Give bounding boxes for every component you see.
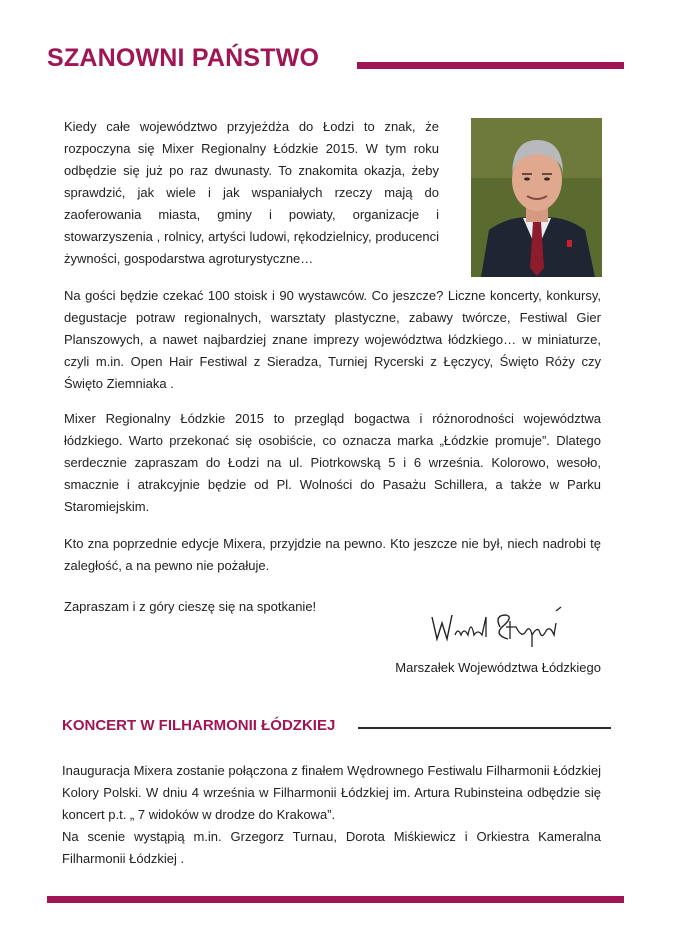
intro-paragraph-3: Mixer Regionalny Łódzkie 2015 to przegląd bogactwa i różnorodności województwa łódzkiego. Warto przekonać się osobiście, co oznacza marka „Łódzkie promuje”. Dlatego serdecznie zapraszam do Łodzi na ul. Piotrkowską 5 i 6 września. Kolorowo, wesoło, smacznie i atrakcyjnie będzie od Pl. Wolności do Pasażu Schillera, a także w Parku Staromiejskim. [64,411,601,514]
concert-paragraph-1: Inauguracja Mixera zostanie połączona z finałem Wędrownego Festiwalu Filharmonii Łódzkiej Kolory Polski. W dniu 4 września w Filharmonii Łódzkiej im. Artura Rubinsteina odbędzie się koncert p.t. „ 7 widoków w drodze do Krakowa”. [62,763,601,822]
concert-section-title: KONCERT W FILHARMONII ŁÓDZKIEJ [62,717,336,734]
intro-paragraph-5: Zapraszam i z góry cieszę się na spotkanie! [64,599,317,614]
concert-title-divider [358,727,611,729]
title-divider [357,62,624,69]
concert-description [62,760,601,870]
page-title: SZANOWNI PAŃSTWO [47,44,320,72]
concert-paragraph-2: Na scenie wystąpią m.in. Grzegorz Turnau, Dorota Miśkiewicz i Orkiestra Kameralna Filharmonii Łódzkiej . [62,829,601,866]
handwritten-signature [428,605,568,650]
footer-divider [47,896,624,903]
intro-paragraph-4: Kto zna poprzednie edycje Mixera, przyjdzie na pewno. Kto jeszcze nie był, niech nadrobi tę zaległość, a na pewno nie pożałuje. [64,536,601,573]
signature-caption: Marszałek Województwa Łódzkiego [395,660,601,675]
intro-paragraph-1: Kiedy całe województwo przyjeżdża do Łodzi to znak, że rozpoczyna się Mixer Regionalny Łódzkie 2015. W tym roku odbędzie się już po raz dwunasty. To znakomita okazja, żeby sprawdzić, jak wiele i jak wspaniałych rzeczy mają do zaoferowania miasta, gminy i powiaty, organizacje i stowarzyszenia , rolnicy, artyści ludowi, rękodzielnicy, producenci żywności, gospodarstwa agroturystyczne… [64,119,439,266]
intro-paragraph-2: Na gości będzie czekać 100 stoisk i 90 wystawców. Co jeszcze? Liczne koncerty, konkursy, degustacje potraw regionalnych, warsztaty plastyczne, zabawy twórcze, Festiwal Gier Planszowych, a nawet najbardziej znane imprezy województwa łódzkiego… w miniaturze, czyli m.in. Open Hair Festiwal z Sieradza, Turniej Rycerski z Łęczycy, Święto Róży czy Święto Ziemniaka . [64,288,601,391]
portrait-illustration [471,118,602,277]
marshal-portrait-photo [471,118,602,277]
